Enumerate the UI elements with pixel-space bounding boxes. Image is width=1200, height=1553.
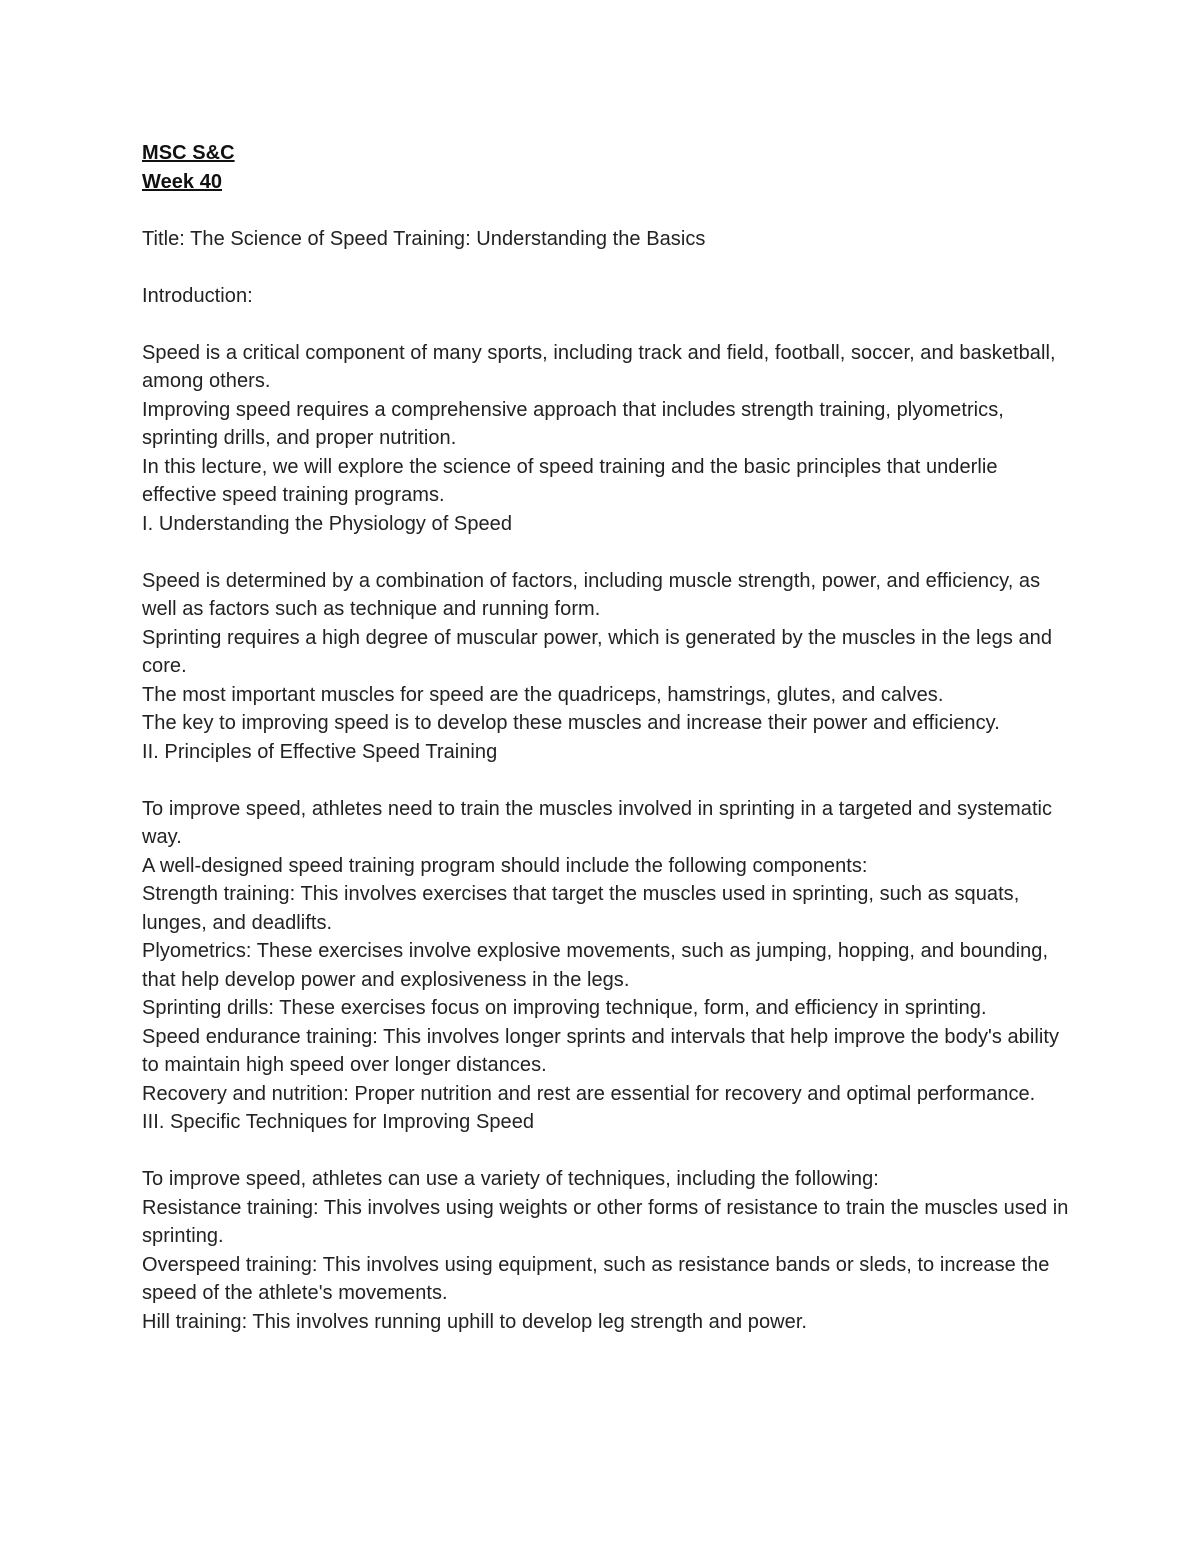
paragraph-line: Plyometrics: These exercises involve explosive movements, such as jumping, hopping, and bounding, that help develop power and explosiveness in the legs.	[142, 940, 1049, 991]
paragraph-line: Sprinting requires a high degree of muscular power, which is generated by the muscles in the legs and core.	[142, 626, 1053, 677]
spacer	[142, 1137, 1072, 1166]
paragraph-line: To improve speed, athletes can use a variety of techniques, including the following:	[142, 1168, 879, 1190]
paragraph-line: Improving speed requires a comprehensive approach that includes strength training, plyometrics, sprinting drills, and proper nutrition.	[142, 398, 1004, 449]
paragraph-line: The most important muscles for speed are the quadriceps, hamstrings, glutes, and calves.	[142, 683, 944, 706]
paragraph-line: Speed endurance training: This involves longer sprints and intervals that help improve the body's ability to maintain high speed over longer distances.	[142, 1025, 1059, 1076]
section-heading-1: I. Understanding the Physiology of Speed	[142, 512, 513, 535]
paragraph-line: Hill training: This involves running uphill to develop leg strength and power.	[142, 1310, 808, 1333]
course-heading: MSC S&C	[142, 142, 235, 164]
paragraph-line: Resistance training: This involves using weights or other forms of resistance to train the muscles used in sprinting.	[142, 1196, 1069, 1247]
spacer	[142, 310, 1072, 339]
paragraph-line: To improve speed, athletes need to train the muscles involved in sprinting in a targeted and systematic way.	[142, 797, 1053, 848]
paragraph-line: A well-designed speed training program should include the following components:	[142, 854, 868, 877]
paragraph-line: Speed is a critical component of many sports, including track and field, football, soccer, and basketball, among others.	[142, 341, 1056, 392]
spacer	[142, 196, 1072, 225]
section-heading-2: II. Principles of Effective Speed Training	[142, 740, 498, 763]
spacer	[142, 253, 1072, 282]
document-page	[142, 139, 1072, 1336]
paragraph-line: Overspeed training: This involves using equipment, such as resistance bands or sleds, to increase the speed of the athlete's movements.	[142, 1253, 1050, 1304]
spacer	[142, 766, 1072, 795]
spacer	[142, 538, 1072, 567]
paragraph-line: In this lecture, we will explore the science of speed training and the basic principles that underlie effective speed training programs.	[142, 455, 998, 506]
week-heading: Week 40	[142, 170, 223, 193]
document-title: Title: The Science of Speed Training: Understanding the Basics	[142, 227, 706, 250]
paragraph-line: Strength training: This involves exercises that target the muscles used in sprinting, such as squats, lunges, and deadlifts.	[142, 883, 1020, 934]
paragraph-line: The key to improving speed is to develop these muscles and increase their power and efficiency.	[142, 712, 1000, 734]
paragraph-line: Speed is determined by a combination of factors, including muscle strength, power, and efficiency, as well as factors such as technique and running form.	[142, 569, 1041, 620]
section-heading-3: III. Specific Techniques for Improving Speed	[142, 1111, 535, 1133]
intro-heading: Introduction:	[142, 284, 253, 307]
paragraph-line: Sprinting drills: These exercises focus on improving technique, form, and efficiency in sprinting.	[142, 997, 987, 1019]
paragraph-line: Recovery and nutrition: Proper nutrition and rest are essential for recovery and optimal performance.	[142, 1082, 1036, 1105]
